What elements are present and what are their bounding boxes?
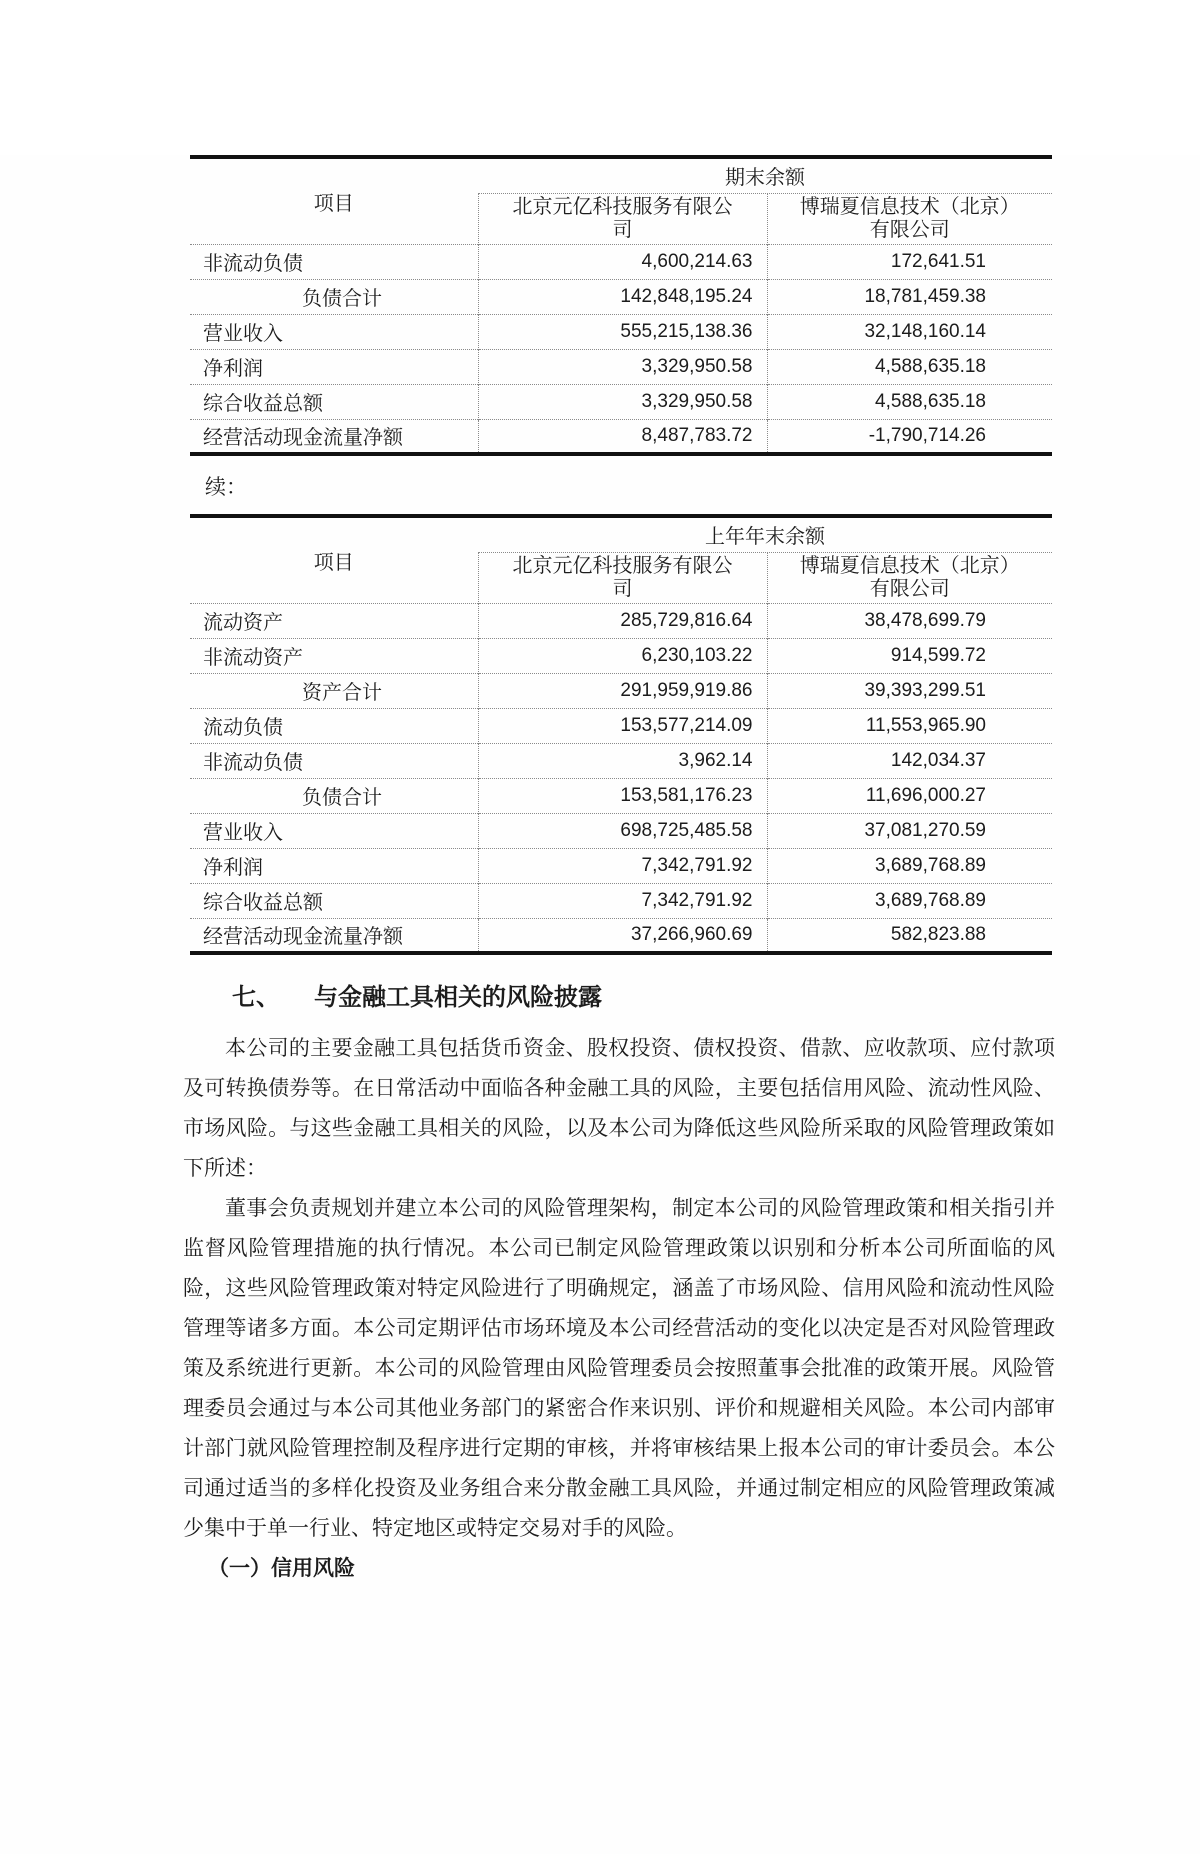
- table-row: [190, 708, 1052, 743]
- row-label: 营业收入: [203, 323, 283, 345]
- document-page: [0, 155, 1200, 1854]
- row-value: 291,959,919.86: [478, 673, 767, 708]
- table-row: [190, 883, 1052, 918]
- row-value: 153,581,176.23: [478, 778, 767, 813]
- row-value: 3,689,768.89: [767, 848, 1052, 883]
- row-value: 914,599.72: [767, 638, 1052, 673]
- table-row: [190, 673, 1052, 708]
- page-content: [0, 155, 1200, 1588]
- row-value: 4,588,635.18: [767, 384, 1052, 419]
- table-row: [190, 813, 1052, 848]
- row-value: -1,790,714.26: [767, 419, 1052, 454]
- table-row: [190, 384, 1052, 419]
- table-row: [190, 778, 1052, 813]
- row-value: 7,342,791.92: [478, 883, 767, 918]
- row-label: 非流动负债: [203, 752, 303, 774]
- row-label: 资产合计: [302, 682, 382, 704]
- row-value: 698,725,485.58: [478, 813, 767, 848]
- column-header-company-2: 博瑞夏信息技术（北京）有限公司: [767, 193, 1052, 244]
- row-label: 流动负债: [203, 717, 283, 739]
- section-title: 与金融工具相关的风险披露: [314, 985, 602, 1011]
- row-value: 39,393,299.51: [767, 673, 1052, 708]
- column-header-item: 项目: [313, 551, 354, 574]
- row-label: 负债合计: [302, 288, 382, 310]
- row-value: 6,230,103.22: [478, 638, 767, 673]
- row-value: 38,478,699.79: [767, 603, 1052, 638]
- row-value: 3,689,768.89: [767, 883, 1052, 918]
- column-header-company-2: 博瑞夏信息技术（北京）有限公司: [767, 552, 1052, 603]
- paragraph: 本公司的主要金融工具包括货币资金、股权投资、债权投资、借款、应收款项、应付款项及可转换债券等。在日常活动中面临各种金融工具的风险，主要包括信用风险、流动性风险、市场风险。与这些金融工具相关的风险，以及本公司为降低这些风险所采取的风险管理政策如下所述：: [183, 1036, 1055, 1180]
- balance-table-current: [190, 155, 1052, 456]
- table-header: [190, 157, 1052, 244]
- row-value: 11,553,965.90: [767, 708, 1052, 743]
- column-header-company-1: 北京元亿科技服务有限公司: [478, 552, 767, 603]
- paragraph: 董事会负责规划并建立本公司的风险管理架构，制定本公司的风险管理政策和相关指引并监督风险管理措施的执行情况。本公司已制定风险管理政策以识别和分析本公司所面临的风险，这些风险管理政策对特定风险进行了明确规定，涵盖了市场风险、信用风险和流动性风险管理等诸多方面。本公司定期评估市场环境及本公司经营活动的变化以决定是否对风险管理政策及系统进行更新。本公司的风险管理由风险管理委员会按照董事会批准的政策开展。风险管理委员会通过与本公司其他业务部门的紧密合作来识别、评价和规避相关风险。本公司内部审计部门就风险管理控制及程序进行定期的审核，并将审核结果上报本公司的审计委员会。本公司通过适当的多样化投资及业务组合来分散金融工具风险，并通过制定相应的风险管理政策减少集中于单一行业、特定地区或特定交易对手的风险。: [183, 1196, 1055, 1540]
- row-value: 37,266,960.69: [478, 918, 767, 953]
- subsection-heading: （一）信用风险: [208, 1556, 355, 1580]
- section-heading: [190, 981, 1060, 1015]
- row-value: 18,781,459.38: [767, 279, 1052, 314]
- column-header-period: 期末余额: [478, 157, 1052, 193]
- row-value: 3,329,950.58: [478, 384, 767, 419]
- table-row: [190, 743, 1052, 778]
- column-header-company-1: 北京元亿科技服务有限公司: [478, 193, 767, 244]
- row-value: 3,329,950.58: [478, 349, 767, 384]
- table-row: [190, 244, 1052, 279]
- row-value: 11,696,000.27: [767, 778, 1052, 813]
- continued-label: 续：: [205, 475, 247, 499]
- row-label: 经营活动现金流量净额: [203, 427, 403, 450]
- row-value: 285,729,816.64: [478, 603, 767, 638]
- row-value: 37,081,270.59: [767, 813, 1052, 848]
- row-value: 4,600,214.63: [478, 244, 767, 279]
- table-body: [190, 244, 1052, 454]
- table-header: [190, 516, 1052, 603]
- table-row: [190, 349, 1052, 384]
- row-value: 7,342,791.92: [478, 848, 767, 883]
- row-value: 8,487,783.72: [478, 419, 767, 454]
- column-header-item: 项目: [313, 192, 354, 215]
- row-label: 负债合计: [302, 787, 382, 809]
- table-body: [190, 603, 1052, 953]
- column-header-period: 上年年末余额: [478, 516, 1052, 552]
- section-number: 七、: [232, 985, 280, 1011]
- table-row: [190, 419, 1052, 454]
- row-value: 4,588,635.18: [767, 349, 1052, 384]
- row-value: 3,962.14: [478, 743, 767, 778]
- row-label: 流动资产: [203, 612, 283, 634]
- table-row: [190, 314, 1052, 349]
- table-row: [190, 918, 1052, 953]
- row-value: 32,148,160.14: [767, 314, 1052, 349]
- row-value: 555,215,138.36: [478, 314, 767, 349]
- row-value: 153,577,214.09: [478, 708, 767, 743]
- row-value: 582,823.88: [767, 918, 1052, 953]
- balance-table-prior: [190, 514, 1052, 955]
- row-label: 综合收益总额: [203, 393, 323, 415]
- row-label: 营业收入: [203, 822, 283, 844]
- row-value: 142,034.37: [767, 743, 1052, 778]
- table-row: [190, 848, 1052, 883]
- body-text: [183, 1028, 1055, 1588]
- row-label: 非流动负债: [203, 253, 303, 275]
- row-label: 综合收益总额: [203, 892, 323, 914]
- row-label: 经营活动现金流量净额: [203, 926, 403, 949]
- table-row: [190, 603, 1052, 638]
- row-label: 净利润: [203, 857, 263, 879]
- table-row: [190, 279, 1052, 314]
- row-value: 142,848,195.24: [478, 279, 767, 314]
- row-value: 172,641.51: [767, 244, 1052, 279]
- table-row: [190, 638, 1052, 673]
- row-label: 净利润: [203, 358, 263, 380]
- row-label: 非流动资产: [203, 647, 303, 669]
